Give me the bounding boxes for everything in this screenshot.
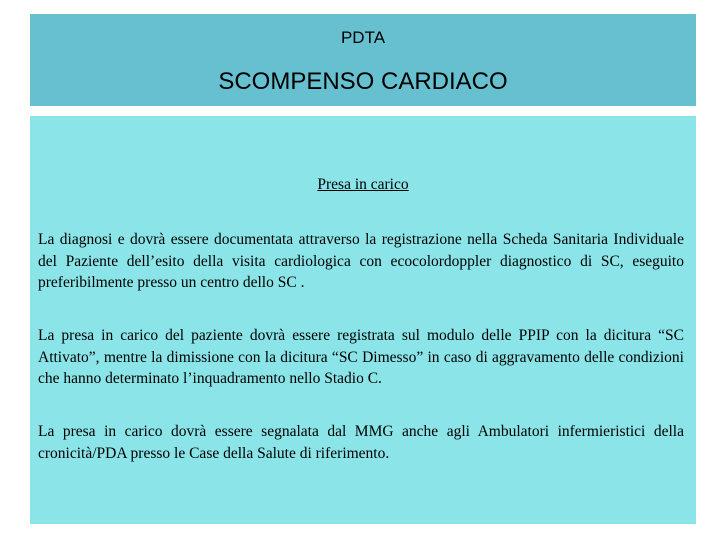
slide-title: SCOMPENSO CARDIACO bbox=[218, 68, 508, 95]
paragraph-diagnosis: La diagnosi e dovrà essere documentata attraverso la registrazione nella Scheda Sanitaria Individuale del Paziente dell’esito della visita cardiologica con ecocolordoppler diagnostico di SC, eseguito preferibilmente presso un centro dello SC . bbox=[38, 231, 684, 291]
section-title-text: Presa in carico bbox=[317, 176, 409, 193]
paragraph-registration: La presa in carico del paziente dovrà essere registrata sul modulo delle PPIP con la dicitura “SC Attivato”, mentre la dimissione con la dicitura “SC Dimesso” in caso di aggravamento delle condizioni che hanno determinato l’inquadramento nello Stadio C. bbox=[38, 327, 684, 387]
paragraph-notification: La presa in carico dovrà essere segnalata dal MMG anche agli Ambulatori infermieristici della cronicità/PDA presso le Case della Salute di riferimento. bbox=[38, 423, 684, 462]
header-subtitle: PDTA bbox=[340, 28, 386, 47]
slide-header bbox=[30, 14, 696, 106]
content-panel bbox=[30, 116, 696, 524]
section-title bbox=[30, 176, 696, 194]
